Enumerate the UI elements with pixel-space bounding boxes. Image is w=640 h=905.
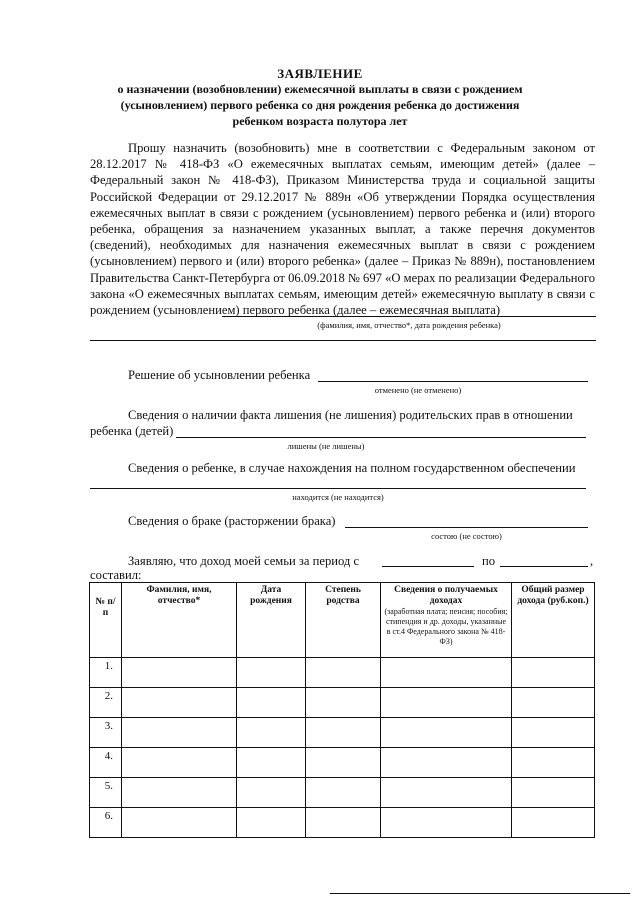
row-total-cell[interactable]	[512, 778, 595, 808]
income-table	[89, 582, 595, 838]
header-name: Фамилия, имя, отчество*	[122, 583, 237, 658]
row-relation-cell[interactable]	[306, 778, 381, 808]
row-income-cell[interactable]	[381, 658, 512, 688]
row-relation-cell[interactable]	[306, 688, 381, 718]
row-name-cell[interactable]	[122, 808, 237, 838]
document-title: ЗАЯВЛЕНИЕ	[277, 66, 363, 81]
income-period-to-field[interactable]	[500, 566, 588, 567]
row-total-cell[interactable]	[512, 748, 595, 778]
adoption-label: Решение об усыновлении ребенка	[128, 368, 311, 382]
income-period-from-field[interactable]	[382, 566, 474, 567]
income-period-label: Заявляю, что доход моей семьи за период с	[128, 554, 360, 568]
row-income-cell[interactable]	[381, 808, 512, 838]
child-name-hint: (фамилия, имя, отчество*, дата рождения ребенка)	[317, 320, 501, 330]
footnote-separator	[330, 893, 630, 894]
row-total-cell[interactable]	[512, 808, 595, 838]
header-total: Общий размер дохода (руб.коп.)	[512, 583, 595, 658]
header-income-info-title: Сведения о получаемых доходах	[394, 585, 498, 606]
header-num: № п/п	[90, 583, 122, 658]
row-total-cell[interactable]	[512, 658, 595, 688]
table-row	[90, 688, 595, 718]
row-name-cell[interactable]	[122, 658, 237, 688]
document-subtitle-2: (усыновлением) первого ребенка со дня рождения ребенка до достижения	[120, 98, 520, 112]
income-period-label-2: составил:	[90, 568, 142, 582]
income-period-to-label: по	[482, 554, 496, 568]
row-number: 1.	[90, 658, 122, 688]
row-birth-cell[interactable]	[237, 718, 306, 748]
row-name-cell[interactable]	[122, 778, 237, 808]
row-income-cell[interactable]	[381, 718, 512, 748]
request-paragraph	[90, 140, 595, 318]
row-name-cell[interactable]	[122, 748, 237, 778]
row-relation-cell[interactable]	[306, 658, 381, 688]
row-number: 2.	[90, 688, 122, 718]
request-paragraph-text: Прошу назначить (возобновить) мне в соответствии с Федеральным законом от 28.12.2017 № 418-ФЗ «О ежемесячных выплатах семьям, имеющим детей» (далее – Федеральный закон № 418-ФЗ), Приказом Министерства труда и социальной защиты Российской Федерации от 29.12.2017 № 889н «Об утверждении Порядка осуществления ежемесячных выплат в связи с рождением (усыновлением) первого ребенка и (или) второго ребенка, обращения за назначением указанных выплат, а также перечня документов (сведений), необходимых для назначения ежемесячных выплат в связи с рождением (усыновлением) первого и (или) второго ребенка» (далее – Приказ № 889н), постановлением Правительства Санкт-Петербурга от 06.09.2018 № 697 «О мерах по реализации Федерального закона «О ежемесячных выплатах семьям, имеющим детей» ежемесячную выплату в связи с рождением (усыновлением) первого ребенка (далее – ежемесячная выплата)	[90, 141, 595, 318]
child-name-field[interactable]	[222, 316, 596, 317]
table-row	[90, 748, 595, 778]
header-birth: Дата рождения	[237, 583, 306, 658]
row-relation-cell[interactable]	[306, 748, 381, 778]
row-birth-cell[interactable]	[237, 808, 306, 838]
parental-rights-label-2: ребенка (детей)	[90, 424, 174, 438]
row-relation-cell[interactable]	[306, 718, 381, 748]
row-birth-cell[interactable]	[237, 658, 306, 688]
parental-rights-field[interactable]	[176, 437, 586, 438]
marriage-label: Сведения о браке (расторжении брака)	[128, 514, 336, 528]
row-total-cell[interactable]	[512, 718, 595, 748]
state-support-label: Сведения о ребенке, в случае нахождения на полном государственном обеспечении	[128, 461, 576, 475]
row-income-cell[interactable]	[381, 688, 512, 718]
row-number: 3.	[90, 718, 122, 748]
document-subtitle-1: о назначении (возобновлении) ежемесячной выплаты в связи с рождением	[117, 82, 523, 96]
marriage-field[interactable]	[345, 527, 588, 528]
row-income-cell[interactable]	[381, 748, 512, 778]
table-row	[90, 778, 595, 808]
table-row	[90, 658, 595, 688]
marriage-hint: состою (не состою)	[431, 531, 502, 541]
table-row	[90, 808, 595, 838]
row-birth-cell[interactable]	[237, 688, 306, 718]
income-table-header	[90, 583, 595, 658]
parental-rights-hint: лишены (не лишены)	[287, 441, 365, 451]
row-birth-cell[interactable]	[237, 748, 306, 778]
header-income-info-sub: (заработная плата; пенсия; пособия; стипендия и др. доходы, указанные в ст.4 Федерального закона № 418-ФЗ)	[384, 607, 508, 646]
row-name-cell[interactable]	[122, 688, 237, 718]
row-number: 4.	[90, 748, 122, 778]
document-subtitle-3: ребенком возраста полутора лет	[232, 114, 408, 128]
row-number: 6.	[90, 808, 122, 838]
header-income-info	[381, 583, 512, 658]
row-total-cell[interactable]	[512, 688, 595, 718]
adoption-field[interactable]	[318, 381, 588, 382]
parental-rights-label: Сведения о наличии факта лишения (не лишения) родительских прав в отношении	[128, 408, 573, 422]
income-period-comma: ,	[590, 554, 594, 568]
row-birth-cell[interactable]	[237, 778, 306, 808]
state-support-hint: находится (не находится)	[292, 492, 384, 502]
row-name-cell[interactable]	[122, 718, 237, 748]
state-support-field[interactable]	[90, 488, 586, 489]
header-relation: Степень родства	[306, 583, 381, 658]
child-name-field-line2[interactable]	[90, 340, 596, 341]
row-number: 5.	[90, 778, 122, 808]
table-row	[90, 718, 595, 748]
row-income-cell[interactable]	[381, 778, 512, 808]
row-relation-cell[interactable]	[306, 808, 381, 838]
adoption-hint: отменено (не отменено)	[374, 385, 462, 395]
